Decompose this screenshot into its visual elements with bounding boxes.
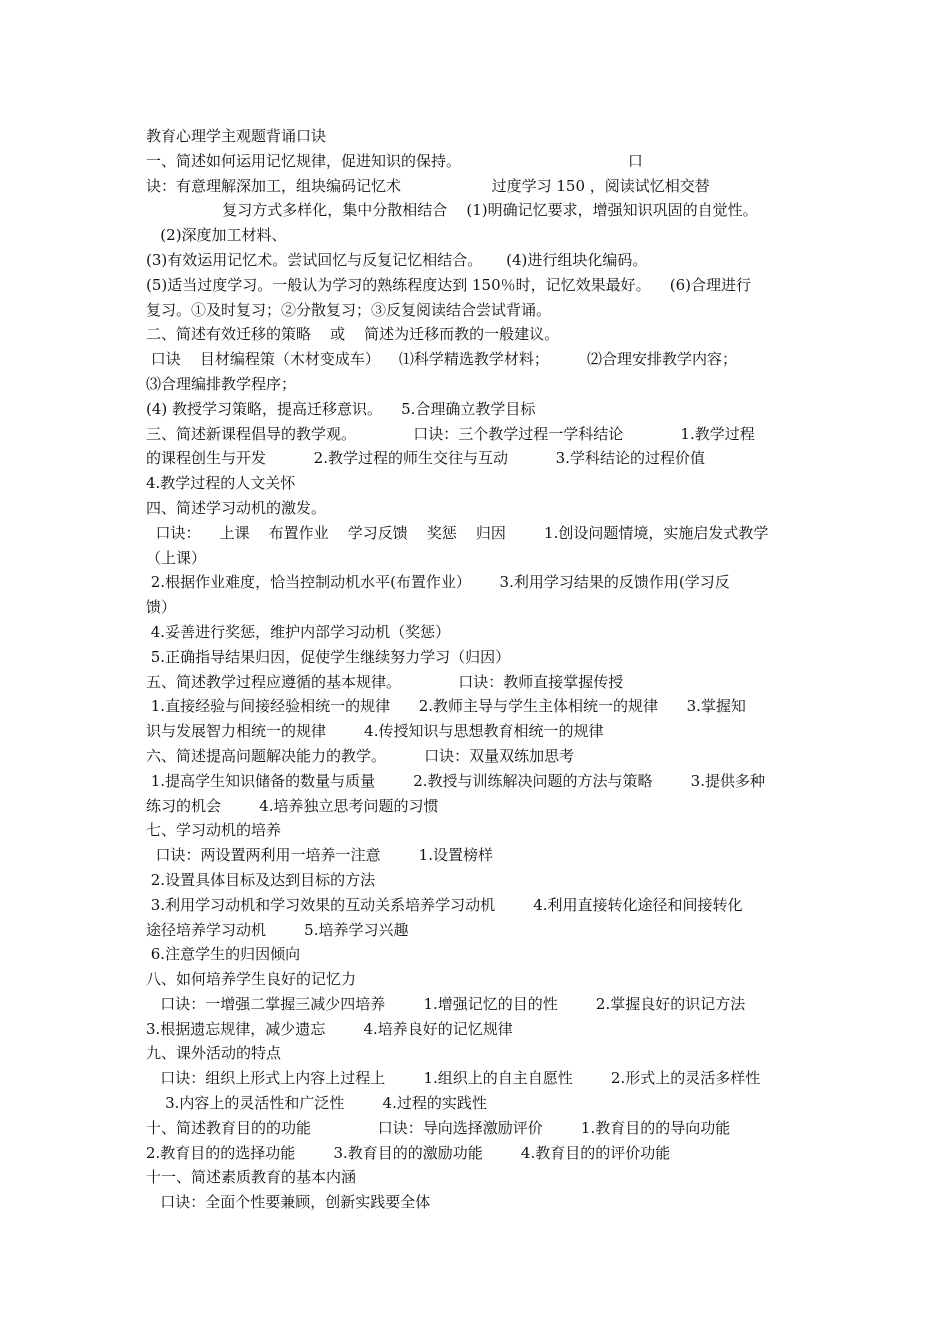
text-line: 1.直接经验与间接经验相统一的规律 2.教师主导与学生主体相统一的规律 3.掌握知: [146, 697, 746, 716]
document-body: [146, 124, 812, 1215]
text-lines: [146, 149, 812, 1215]
text-line: (2)深度加工材料、: [146, 226, 287, 245]
text-line: 诀：有意理解深加工，组块编码记忆术 过度学习 150 ，阅读试忆相交替: [146, 176, 710, 195]
text-line: 的课程创生与开发 2.教学过程的师生交往与互动 3.学科结论的过程价值: [146, 449, 705, 468]
text-line: 1.提高学生知识储备的数量与质量 2.教授与训练解决问题的方法与策略 3.提供多种: [146, 771, 765, 790]
text-line: 2.教育目的的选择功能 3.教育目的的激励功能 4.教育目的的评价功能: [146, 1143, 671, 1162]
text-line: (4) 教授学习策略，提高迁移意识。 5.合理确立教学目标: [146, 399, 536, 418]
text-line: 六、简述提高问题解决能力的教学。 口诀：双量双练加思考: [146, 746, 575, 765]
text-line: 途径培养学习动机 5.培养学习兴趣: [146, 920, 409, 939]
text-line: 4.教学过程的人文关怀: [146, 474, 296, 493]
text-line: 5.正确指导结果归因，促使学生继续努力学习（归因）: [146, 647, 511, 666]
text-line: 口诀：一增强二掌握三减少四培养 1.增强记忆的目的性 2.掌握良好的识记方法: [146, 994, 746, 1013]
text-line: 馈）: [146, 598, 177, 617]
text-line: 三、简述新课程倡导的教学观。 口诀：三个教学过程一学科结论 1.教学过程: [146, 424, 755, 443]
text-line: 3.内容上的灵活性和广泛性 4.过程的实践性: [146, 1094, 487, 1113]
text-line: 复习。①及时复习；②分散复习；③反复阅读结合尝试背诵。: [146, 300, 552, 319]
text-line: 五、简述教学过程应遵循的基本规律。 口诀：教师直接掌握传授: [146, 672, 624, 691]
text-line: 口诀：两设置两利用一培养一注意 1.设置榜样: [146, 846, 493, 865]
text-line: (3)有效运用记忆术。尝试回忆与反复记忆相结合。 (4)进行组块化编码。: [146, 250, 648, 269]
text-line: 十一、简述素质教育的基本内涵: [146, 1168, 357, 1187]
text-line: 2.设置具体目标及达到目标的方法: [146, 870, 376, 889]
text-line: 一、简述如何运用记忆规律，促进知识的保持。 口: [146, 151, 643, 170]
text-line: 二、简述有效迁移的策略 或 简述为迁移而教的一般建议。: [146, 325, 560, 344]
text-line: (5)适当过度学习。一般认为学习的熟练程度达到 150％时，记忆效果最好。 (6)合理进行: [146, 275, 751, 294]
text-line: 九、课外活动的特点: [146, 1044, 282, 1063]
text-line: 十、简述教育目的的功能 口诀：导向选择激励评价 1.教育目的的导向功能: [146, 1118, 731, 1137]
text-line: 6.注意学生的归因倾向: [146, 945, 301, 964]
text-line: 3.利用学习动机和学习效果的互动关系培养学习动机 4.利用直接转化途径和间接转化: [146, 895, 743, 914]
text-line: 四、简述学习动机的激发。: [146, 498, 327, 517]
text-line: 八、如何培养学生良好的记忆力: [146, 970, 357, 989]
text-line: 口诀：组织上形式上内容上过程上 1.组织上的自主自愿性 2.形式上的灵活多样性: [146, 1069, 761, 1088]
document-title: 教育心理学主观题背诵口诀: [146, 127, 327, 145]
text-line: 口诀： 上课 布置作业 学习反馈 奖惩 归因 1.创设问题情境，实施启发式教学: [146, 523, 769, 542]
text-line: 口诀 目材编程策（木材变成车） ⑴科学精选教学材料； ⑵合理安排教学内容；: [146, 350, 738, 369]
text-line: 3.根据遗忘规律，减少遗忘 4.培养良好的记忆规律: [146, 1019, 513, 1038]
text-line: 练习的机会 4.培养独立思考问题的习惯: [146, 796, 439, 815]
text-line: 口诀：全面个性要兼顾，创新实践要全体: [146, 1193, 431, 1212]
text-line: ⑶合理编排教学程序；: [146, 374, 297, 393]
text-line: 识与发展智力相统一的规律 4.传授知识与思想教育相统一的规律: [146, 722, 604, 741]
text-line: （上课）: [146, 548, 207, 567]
text-line: 4.妥善进行奖惩，维护内部学习动机（奖惩）: [146, 622, 451, 641]
text-line: 复习方式多样化，集中分散相结合 (1)明确记忆要求，增强知识巩固的自觉性。: [146, 201, 758, 220]
text-line: 2.根据作业难度，恰当控制动机水平(布置作业） 3.利用学习结果的反馈作用(学习反: [146, 573, 730, 592]
text-line: 七、学习动机的培养: [146, 821, 282, 840]
